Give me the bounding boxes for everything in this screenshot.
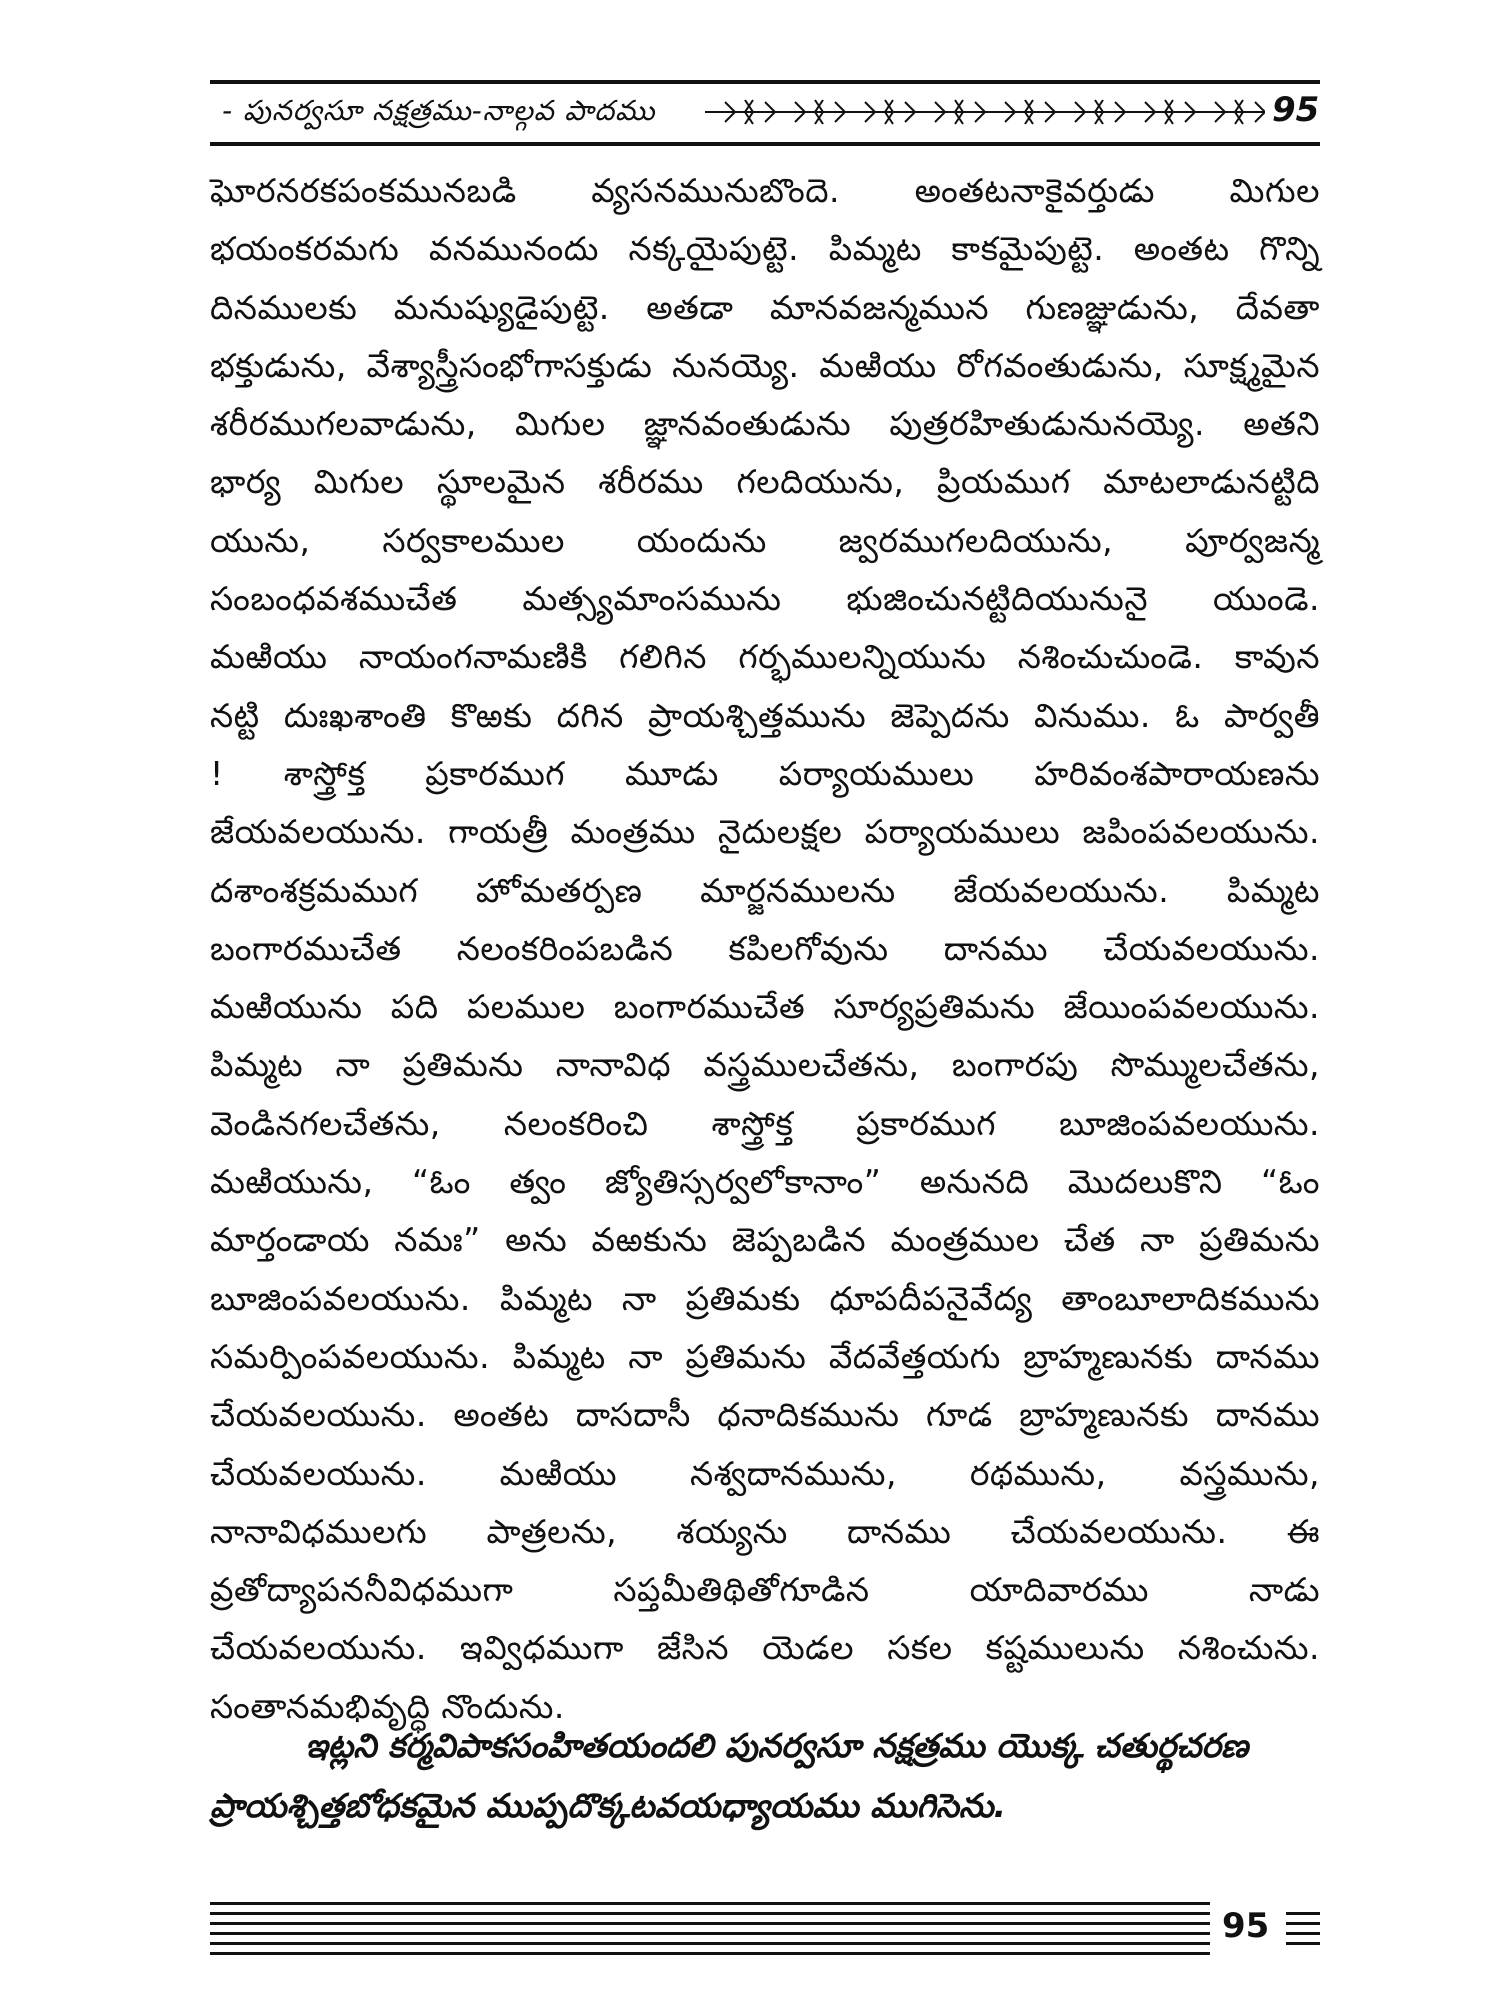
text-line: సంబంధవశముచేత మత్స్యమాంసమును భుజించునట్టిదియునునై యుండె. — [210, 579, 1320, 619]
header-page-number: 95 — [1272, 90, 1320, 130]
text-line: బంగారముచేత నలంకరింపబడిన కపిలగోవును దానము చేయవలయును. — [210, 928, 1320, 968]
text-line: వ్రతోద్యాపననీవిధముగా సప్తమీతిథితోగూడిన యాదివారము నాడు — [210, 1570, 1320, 1610]
text-line: యును, సర్వకాలముల యందును జ్వరముగలదియును, పూర్వజన్మ — [210, 520, 1320, 560]
text-line: నానావిధములగు పాత్రలను, శయ్యను దానము చేయవలయును. ఈ — [210, 1511, 1320, 1551]
page-footer — [210, 1898, 1320, 1958]
text-line: నట్టి దుఃఖశాంతి కొఱకు దగిన ప్రాయశ్చిత్తమును జెప్పెదను వినుము. ఓ పార్వతీ — [210, 695, 1320, 735]
colophon-line: ప్రాయశ్చిత్తబోధకమైన ముప్పదొక్కటవయధ్యాయము ముగిసెను. — [210, 1786, 1007, 1825]
text-line: మఱియును, “ఓం త్వం జ్యోతిస్సర్వలోకానాం” అనునది మొదలుకొని “ఓం — [210, 1162, 1320, 1202]
text-line: మార్తండాయ నమః” అను వఱకును జెప్పబడిన మంత్రముల చేత నా ప్రతిమను — [210, 1220, 1320, 1260]
footer-ornament — [1286, 1910, 1320, 1950]
footer-page-number: 95 — [1222, 1906, 1270, 1946]
text-line: బూజింపవలయును. పిమ్మట నా ప్రతిమకు ధూపదీపనైవేద్య తాంబూలాదికమును — [210, 1278, 1320, 1318]
text-line: భార్య మిగుల స్థూలమైన శరీరము గలదియును, ప్రియముగ మాటలాడునట్టిది — [210, 462, 1320, 502]
text-line: శరీరముగలవాడును, మిగుల జ్ఞానవంతుడును పుత్రరహితుడునునయ్యె. అతని — [210, 404, 1320, 444]
text-line: సంతానమభివృద్ధి నొందును. — [210, 1686, 565, 1726]
header-title: - పునర్వసూ నక్షత్రము-నాల్గవ పాదము — [222, 94, 656, 127]
text-line: చేయవలయును. ఇవ్విధముగా జేసిన యెడల సకల కష్టములును నశించును. — [210, 1628, 1320, 1668]
text-line: ఘోరనరకపంకమునబడి వ్యసనమునుబొందె. అంతటనాకైవర్తుడు మిగుల — [210, 171, 1320, 210]
text-line: పిమ్మట నా ప్రతిమను నానావిధ వస్త్రములచేతను, బంగారపు సొమ్ములచేతను, — [210, 1045, 1320, 1085]
header-ornament — [705, 94, 1265, 130]
text-line: జేయవలయును. గాయత్రీ మంత్రము నైదులక్షల పర్యాయములు జపింపవలయును. — [210, 812, 1320, 852]
text-line: మఱియును పది పలముల బంగారముచేత సూర్యప్రతిమను జేయింపవలయును. — [210, 987, 1320, 1027]
text-line: భక్తుడును, వేశ్యాస్త్రీసంభోగాసక్తుడు నునయ్యె. మఱియు రోగవంతుడును, సూక్ష్మమైన — [210, 345, 1320, 385]
text-line: ! శాస్త్రోక్త ప్రకారముగ మూడు పర్యాయములు హరివంశపారాయణను — [210, 753, 1320, 793]
body-text — [210, 162, 1320, 1736]
text-line: మఱియు నాయంగనామణికి గలిగిన గర్భములన్నియును నశించుచుండె. కావున — [210, 637, 1320, 677]
text-line: చేయవలయును. అంతట దాసదాసీ ధనాదికమును గూడ బ్రాహ్మణునకు దానము — [210, 1395, 1320, 1435]
header-top-rule — [210, 80, 1320, 84]
header-bottom-rule — [210, 142, 1320, 146]
running-header — [210, 80, 1320, 150]
colophon-line: ఇట్లని కర్మవిపాకసంహితయందలి పునర్వసూ నక్షత్రము యొక్క చతుర్థచరణ — [305, 1726, 1249, 1765]
text-line: భయంకరమగు వనమునందు నక్కయైపుట్టె. పిమ్మట కాకమైపుట్టె. అంతట గొన్ని — [210, 229, 1320, 269]
text-line: చేయవలయును. మఱియు నశ్వదానమును, రథమును, వస్త్రమును, — [210, 1453, 1320, 1493]
footer-rules — [210, 1898, 1210, 1958]
text-line: వెండినగలచేతను, నలంకరించి శాస్త్రోక్త ప్రకారముగ బూజింపవలయును. — [210, 1103, 1320, 1143]
text-line: సమర్పింపవలయును. పిమ్మట నా ప్రతిమను వేదవేత్తయగు బ్రాహ్మణునకు దానము — [210, 1336, 1320, 1376]
text-line: దశాంశక్రమముగ హోమతర్పణ మార్జనములను జేయవలయును. పిమ్మట — [210, 870, 1320, 910]
chapter-colophon — [210, 1716, 1320, 1836]
text-line: దినములకు మనుష్యుడైపుట్టె. అతడా మానవజన్మమున గుణజ్ఞుడును, దేవతా — [210, 287, 1320, 327]
